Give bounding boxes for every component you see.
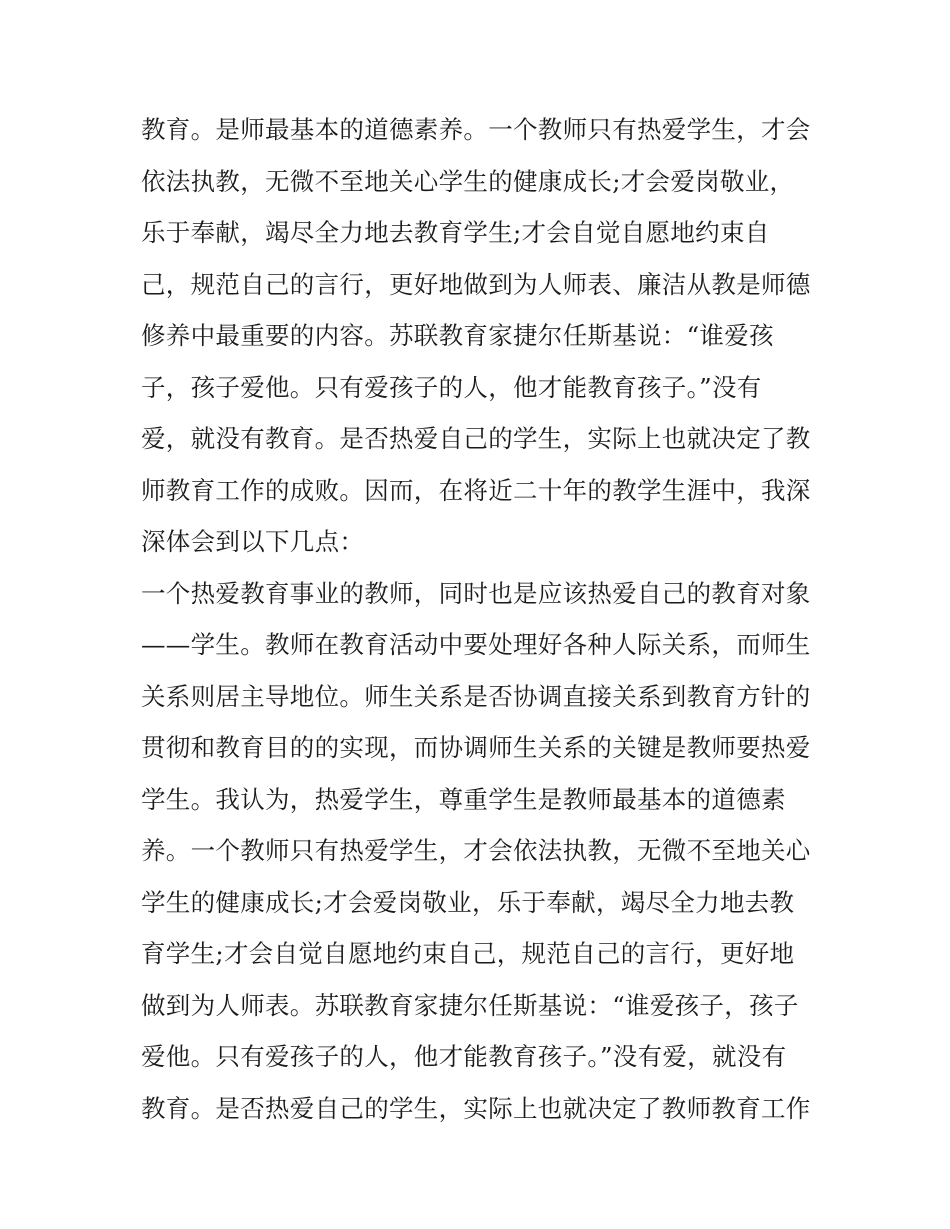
text-line: 子，孩子爱他。只有爱孩子的人，他才能教育孩子。”没有 xyxy=(141,372,762,402)
text-line: 学生的健康成长;才会爱岗敬业，乐于奉献，竭尽全力地去教 xyxy=(141,887,795,917)
text-line: 己，规范自己的言行，更好地做到为人师表、廉洁从教是师德 xyxy=(141,269,811,299)
text-line: 贯彻和教育目的的实现，而协调师生关系的关键是教师要热爱 xyxy=(141,733,811,762)
text-line: 育学生;才会自觉自愿地约束自己，规范自己的言行，更好地 xyxy=(141,939,795,968)
text-line: 教育。是否热爱自己的学生，实际上也就决定了教师教育工作 xyxy=(141,1093,811,1123)
text-line: 深体会到以下几点： xyxy=(141,527,365,556)
text-line: 做到为人师表。苏联教育家捷尔任斯基说：“谁爱孩子，孩子 xyxy=(141,990,799,1020)
text-line: 依法执教，无微不至地关心学生的健康成长;才会爱岗敬业， xyxy=(141,166,795,196)
text-line: 爱，就没有教育。是否热爱自己的学生，实际上也就决定了教 xyxy=(141,424,811,453)
text-line: ——学生。教师在教育活动中要处理好各种人际关系，而师生 xyxy=(141,630,811,659)
body-text xyxy=(141,108,821,1138)
text-line: 爱他。只有爱孩子的人，他才能教育孩子。”没有爱，就没有 xyxy=(141,1042,787,1071)
text-line: 关系则居主导地位。师生关系是否协调直接关系到教育方针的 xyxy=(141,681,811,711)
text-line: 学生。我认为，热爱学生，尊重学生是教师最基本的道德素 xyxy=(141,784,786,814)
text-line: 教育。是师最基本的道德素养。一个教师只有热爱学生，才会 xyxy=(141,115,811,144)
text-line: 师教育工作的成败。因而，在将近二十年的教学生涯中，我深 xyxy=(141,475,811,505)
text-line: 修养中最重要的内容。苏联教育家捷尔任斯基说：“谁爱孩 xyxy=(141,321,774,350)
text-line: 一个热爱教育事业的教师，同时也是应该热爱自己的教育对象 xyxy=(141,578,811,608)
text-line: 乐于奉献，竭尽全力地去教育学生;才会自觉自愿地约束自 xyxy=(141,218,770,247)
text-line: 养。一个教师只有热爱学生，才会依法执教，无微不至地关心 xyxy=(141,836,811,865)
